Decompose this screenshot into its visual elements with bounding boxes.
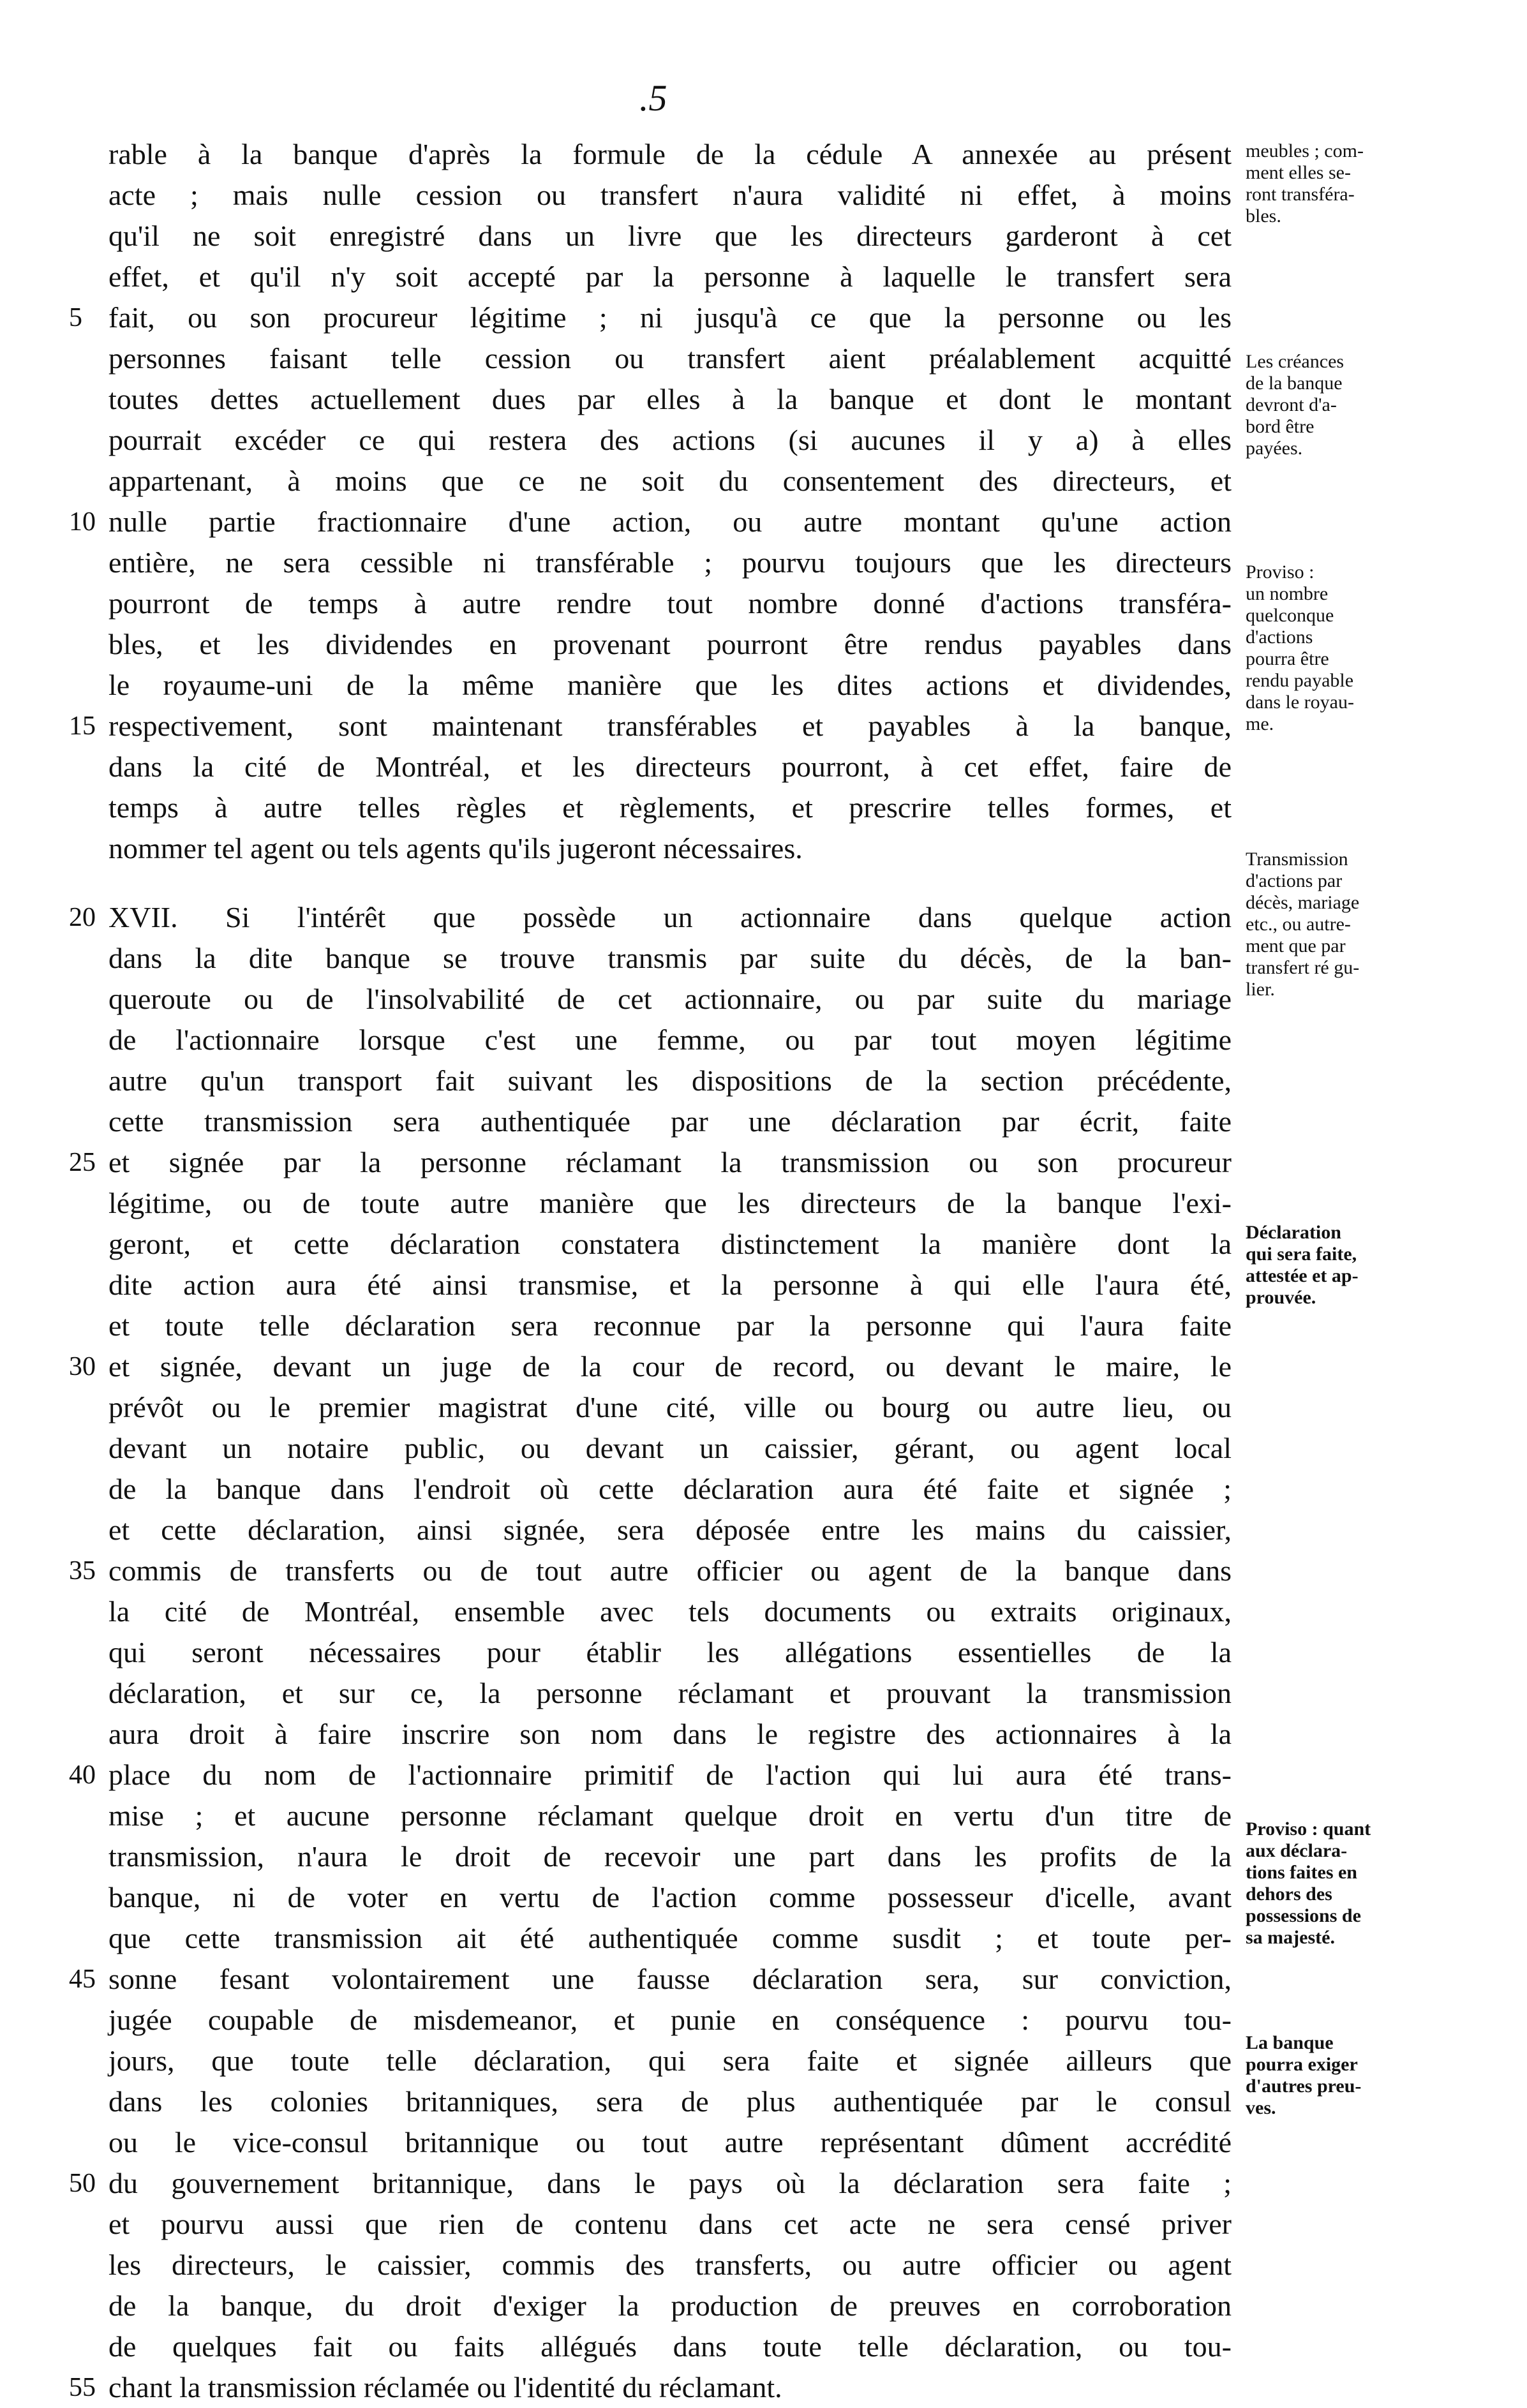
margin-note-line: ment elles se-: [1246, 162, 1351, 183]
margin-note-line: devront d'a-: [1246, 394, 1337, 415]
text-line: [108, 747, 1232, 787]
line-text: chant la transmission réclamée ou l'identité du réclamant.: [108, 2371, 782, 2404]
margin-note-line: de la banque: [1246, 373, 1343, 394]
line-text: queroute ou de l'insolvabilité de cet actionnaire, ou par suite du mariage: [108, 983, 1232, 1015]
margin-note-line: attestée et ap-: [1246, 1265, 1359, 1286]
line-text: dite action aura été ainsi transmise, et la personne à qui elle l'aura été,: [108, 1268, 1232, 1301]
text-line: [108, 1591, 1232, 1632]
line-number: 25: [69, 1148, 96, 1177]
text-line: [108, 2000, 1232, 2040]
text-line: [108, 583, 1232, 624]
margin-note-line: Transmission: [1246, 849, 1348, 870]
text-line: [108, 1060, 1232, 1101]
margin-note-line: quelconque: [1246, 605, 1334, 626]
text-line: [69, 1959, 1232, 2000]
margin-note: [1246, 1222, 1514, 1309]
line-text: et pourvu aussi que rien de contenu dans cet acte ne sera censé priver: [108, 2208, 1232, 2240]
line-text: que cette transmission ait été authentiquée comme susdit ; et toute per-: [108, 1922, 1232, 1954]
text-line: [108, 1387, 1232, 1428]
line-text: les directeurs, le caissier, commis des transferts, ou autre officier ou agent: [108, 2248, 1232, 2281]
margin-note: [1246, 140, 1514, 227]
text-line: [108, 2081, 1232, 2122]
text-line: [108, 461, 1232, 502]
margin-note-line: aux déclara-: [1246, 1840, 1348, 1861]
margin-note-line: La banque: [1246, 2032, 1334, 2053]
line-text: appartenant, à moins que ce ne soit du consentement des directeurs, et: [108, 465, 1232, 497]
margin-note-line: Déclaration: [1246, 1222, 1341, 1243]
text-line: [108, 379, 1232, 420]
line-text: transmission, n'aura le droit de recevoir une part dans les profits de la: [108, 1840, 1232, 1873]
margin-note-line: pourra être: [1246, 648, 1329, 669]
margin-note-line: rendu payable: [1246, 670, 1354, 691]
text-line: [108, 1632, 1232, 1673]
margin-note-line: meubles ; com-: [1246, 140, 1364, 161]
text-line: [69, 1346, 1232, 1387]
text-line: [108, 979, 1232, 1020]
line-text: cette transmission sera authentiquée par une déclaration par écrit, faite: [108, 1105, 1232, 1138]
line-text: aura droit à faire inscrire son nom dans le registre des actionnaires à la: [108, 1718, 1232, 1750]
text-line: [108, 1305, 1232, 1346]
text-line: [108, 828, 1232, 869]
text-line: [108, 938, 1232, 979]
line-text: et signée, devant un juge de la cour de record, ou devant le maire, le: [108, 1350, 1232, 1383]
paragraph-xvii: [69, 897, 1232, 2408]
margin-note-line: bord être: [1246, 416, 1315, 437]
text-line: [108, 1877, 1232, 1918]
line-number: 45: [69, 1965, 96, 1994]
text-line: [108, 216, 1232, 256]
margin-note-line: pourra exiger: [1246, 2054, 1358, 2075]
text-line: [69, 2367, 1232, 2408]
line-number: 40: [69, 1760, 96, 1790]
margin-note-line: ment que par: [1246, 935, 1346, 956]
line-text: devant un notaire public, ou devant un caissier, gérant, ou agent local: [108, 1432, 1232, 1464]
line-text: banque, ni de voter en vertu de l'action comme possesseur d'icelle, avant: [108, 1881, 1232, 1914]
margin-note-line: dehors des: [1246, 1884, 1332, 1905]
text-line: [108, 175, 1232, 216]
text-line: [108, 1101, 1232, 1142]
line-number: 50: [69, 2169, 96, 2198]
text-line: [108, 1714, 1232, 1755]
line-text: temps à autre telles règles et règlements, et prescrire telles formes, et: [108, 791, 1232, 824]
text-line: [69, 502, 1232, 542]
margin-note-line: ront transféra-: [1246, 184, 1355, 205]
line-text: pourrait excéder ce qui restera des actions (si aucunes il y a) à elles: [108, 424, 1232, 456]
margin-note-line: sa majesté.: [1246, 1927, 1335, 1948]
line-text: nommer tel agent ou tels agents qu'ils jugeront nécessaires.: [108, 832, 803, 865]
text-line: [108, 624, 1232, 665]
line-text: prévôt ou le premier magistrat d'une cité, ville ou bourg ou autre lieu, ou: [108, 1391, 1232, 1423]
text-line: [108, 2040, 1232, 2081]
line-text: autre qu'un transport fait suivant les dispositions de la section précédente,: [108, 1064, 1232, 1097]
text-line: [108, 1673, 1232, 1714]
line-text: personnes faisant telle cession ou transfert aient préalablement acquitté: [108, 342, 1232, 375]
margin-note-line: qui sera faite,: [1246, 1244, 1357, 1265]
text-line: [108, 1265, 1232, 1305]
line-text: sonne fesant volontairement une fausse déclaration sera, sur conviction,: [108, 1963, 1232, 1995]
text-line: [69, 297, 1232, 338]
margin-note-line: un nombre: [1246, 583, 1329, 604]
line-text: dans les colonies britanniques, sera de plus authentiquée par le consul: [108, 2085, 1232, 2118]
line-text: déclaration, et sur ce, la personne réclamant et prouvant la transmission: [108, 1677, 1232, 1709]
text-line: [108, 1469, 1232, 1510]
margin-note-line: dans le royau-: [1246, 692, 1354, 713]
text-line: [108, 1020, 1232, 1060]
margin-note: [1246, 561, 1514, 735]
line-text: nulle partie fractionnaire d'une action, ou autre montant qu'une action: [108, 505, 1232, 538]
line-number: 20: [69, 903, 96, 932]
line-text: la cité de Montréal, ensemble avec tels documents ou extraits originaux,: [108, 1595, 1232, 1628]
line-number: 15: [69, 711, 96, 741]
text-line: [69, 2163, 1232, 2204]
text-line: [108, 1224, 1232, 1265]
text-line: [108, 338, 1232, 379]
line-text: de quelques fait ou faits allégués dans toute telle déclaration, ou tou-: [108, 2330, 1232, 2363]
line-text: rable à la banque d'après la formule de la cédule A annexée au présent: [108, 138, 1232, 170]
line-text: dans la dite banque se trouve transmis par suite du décès, de la ban-: [108, 942, 1232, 974]
margin-note-line: Proviso : quant: [1246, 1818, 1371, 1839]
margin-note-line: Proviso :: [1246, 561, 1315, 583]
margin-note: [1246, 2032, 1514, 2119]
margin-note-line: d'actions par: [1246, 870, 1343, 891]
margin-note: [1246, 1818, 1514, 1949]
text-line: [108, 2245, 1232, 2285]
text-line: [108, 2204, 1232, 2245]
margin-note-line: transfert ré gu-: [1246, 957, 1360, 978]
text-line: [108, 1510, 1232, 1550]
text-line: [108, 542, 1232, 583]
line-text: bles, et les dividendes en provenant pourront être rendus payables dans: [108, 628, 1232, 660]
margin-note-line: me.: [1246, 713, 1274, 734]
margin-note: [1246, 351, 1514, 459]
text-line: [108, 1836, 1232, 1877]
page-number: .5: [639, 77, 667, 119]
line-number: 5: [69, 303, 82, 332]
line-text: toutes dettes actuellement dues par elles à la banque et dont le montant: [108, 383, 1232, 415]
margin-note: [1246, 849, 1514, 1000]
text-line: [108, 134, 1232, 175]
margin-note-line: d'actions: [1246, 627, 1313, 648]
main-text: [69, 134, 1232, 2408]
paragraph-transfer: [69, 134, 1232, 869]
text-line: [108, 2122, 1232, 2163]
line-text: de la banque, du droit d'exiger la production de preuves en corroboration: [108, 2289, 1232, 2322]
line-text: dans la cité de Montréal, et les directeurs pourront, à cet effet, faire de: [108, 750, 1232, 783]
margin-note-line: bles.: [1246, 205, 1281, 227]
line-text: acte ; mais nulle cession ou transfert n'aura validité ni effet, à moins: [108, 179, 1232, 211]
text-line: [108, 256, 1232, 297]
line-number: 30: [69, 1352, 96, 1381]
text-line: [69, 1755, 1232, 1795]
margin-note-line: tions faites en: [1246, 1862, 1357, 1883]
text-line: [108, 1428, 1232, 1469]
margin-note-line: prouvée.: [1246, 1287, 1316, 1308]
line-text: qui seront nécessaires pour établir les allégations essentielles de la: [108, 1636, 1232, 1669]
line-text: respectivement, sont maintenant transférables et payables à la banque,: [108, 710, 1232, 742]
line-text: jugée coupable de misdemeanor, et punie en conséquence : pourvu tou-: [108, 2003, 1232, 2036]
line-text: entière, ne sera cessible ni transférable ; pourvu toujours que les directeurs: [108, 546, 1232, 579]
text-line: [108, 787, 1232, 828]
margin-note-line: ves.: [1246, 2097, 1276, 2118]
line-text: pourront de temps à autre rendre tout nombre donné d'actions transféra-: [108, 587, 1232, 620]
margin-note-line: Les créances: [1246, 351, 1345, 372]
line-text: jours, que toute telle déclaration, qui sera faite et signée ailleurs que: [108, 2044, 1232, 2077]
line-number: 10: [69, 507, 96, 537]
line-text: qu'il ne soit enregistré dans un livre que les directeurs garderont à cet: [108, 219, 1232, 252]
margin-note-line: d'autres preu-: [1246, 2076, 1362, 2097]
line-text: fait, ou son procureur légitime ; ni jusqu'à ce que la personne ou les: [108, 301, 1232, 334]
line-text: et toute telle déclaration sera reconnue par la personne qui l'aura faite: [108, 1309, 1232, 1342]
margin-note-line: possessions de: [1246, 1905, 1361, 1926]
line-text: du gouvernement britannique, dans le pays où la déclaration sera faite ;: [108, 2167, 1232, 2199]
line-text: de l'actionnaire lorsque c'est une femme, ou par tout moyen légitime: [108, 1023, 1232, 1056]
line-text: de la banque dans l'endroit où cette déclaration aura été faite et signée ;: [108, 1473, 1232, 1505]
text-line: [69, 706, 1232, 747]
text-line: [108, 2326, 1232, 2367]
text-line: [108, 665, 1232, 706]
text-line: [108, 1918, 1232, 1959]
margin-note-line: décès, mariage: [1246, 892, 1360, 913]
line-text: ou le vice-consul britannique ou tout autre représentant dûment accrédité: [108, 2126, 1232, 2159]
margin-note-line: etc., ou autre-: [1246, 914, 1351, 935]
line-text: légitime, ou de toute autre manière que les directeurs de la banque l'exi-: [108, 1187, 1232, 1219]
line-text: mise ; et aucune personne réclamant quelque droit en vertu d'un titre de: [108, 1799, 1232, 1832]
line-text: place du nom de l'actionnaire primitif de l'action qui lui aura été trans-: [108, 1758, 1232, 1791]
text-line: [69, 1142, 1232, 1183]
line-text: commis de transferts ou de tout autre officier ou agent de la banque dans: [108, 1554, 1232, 1587]
line-text: XVII. Si l'intérêt que possède un actionnaire dans quelque action: [108, 901, 1232, 933]
text-line: [108, 420, 1232, 461]
line-text: geront, et cette déclaration constatera distinctement la manière dont la: [108, 1228, 1232, 1260]
margin-note-line: payées.: [1246, 438, 1303, 459]
line-number: 55: [69, 2373, 96, 2402]
line-text: effet, et qu'il n'y soit accepté par la personne à laquelle le transfert sera: [108, 260, 1232, 293]
line-text: le royaume-uni de la même manière que les dites actions et dividendes,: [108, 669, 1232, 701]
line-number: 35: [69, 1556, 96, 1586]
line-text: et signée par la personne réclamant la transmission ou son procureur: [108, 1146, 1232, 1178]
text-line: [108, 2285, 1232, 2326]
text-line: [69, 1550, 1232, 1591]
line-text: et cette déclaration, ainsi signée, sera déposée entre les mains du caissier,: [108, 1513, 1232, 1546]
margin-note-line: lier.: [1246, 979, 1275, 1000]
text-line: [108, 1795, 1232, 1836]
text-line: [108, 1183, 1232, 1224]
text-line: [69, 897, 1232, 938]
